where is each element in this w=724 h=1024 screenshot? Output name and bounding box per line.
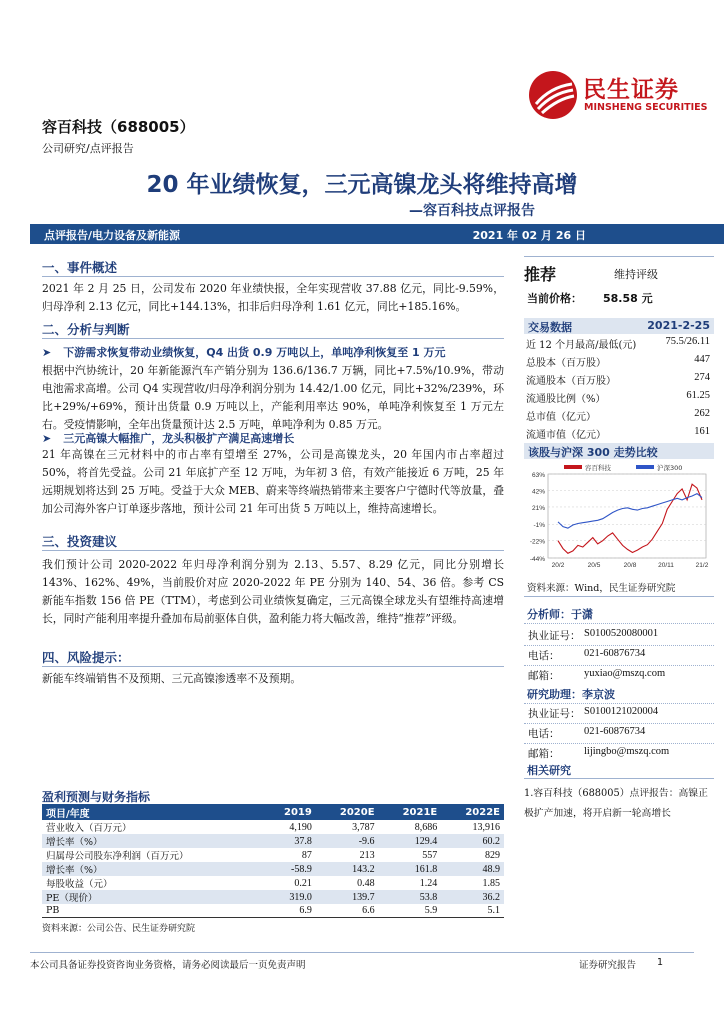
contact-row <box>524 724 714 743</box>
y-tick-label: 21% <box>531 504 545 512</box>
table-row <box>42 862 504 876</box>
contact-row <box>524 626 714 645</box>
bullet-nickel <box>42 430 504 446</box>
price-label: 当前价格： <box>527 292 582 305</box>
trade-row <box>524 406 714 423</box>
table-cell: 3,787 <box>352 821 375 833</box>
trade-row <box>524 334 714 351</box>
trade-key: 流通股本（百万股） <box>526 376 616 387</box>
trade-key: 总股本（百万股） <box>526 358 606 369</box>
rating-note: 维持评级 <box>614 268 658 281</box>
table-header: 2022E <box>441 805 504 820</box>
chart-title: 该股与沪深 300 走势比较 <box>528 446 658 459</box>
contact-key: 执业证号： <box>528 708 581 720</box>
trade-value: 274 <box>694 372 710 383</box>
table-cell: 13,916 <box>472 821 500 833</box>
bullet-demand-text: 根据中汽协统计，20 年新能源汽车产销分别为 136.6/136.7 万辆，同比+7.5%/10.9%，带动电池需求高增。公司 Q4 实现营收/归母净利润分别为 14.42/1.00 亿元，同比+32%/239%，环比+29%/+69%，预计出货量 0.9 万吨以上，产能利用率达 90%，单吨净利恢复至 1 万元左右。受疫情影响，全年出货量预计达 2.5 万吨，单吨净利为 0.85 万元。 <box>42 364 504 431</box>
divider <box>524 596 714 597</box>
section-analysis-title: 二、分析与判断 <box>42 322 130 337</box>
table-row <box>42 848 504 862</box>
table-cell: 129.4 <box>379 834 442 848</box>
section-event-title: 一、事件概述 <box>42 260 118 275</box>
table-cell: 143.2 <box>316 862 379 876</box>
table-cell: 139.7 <box>316 890 379 904</box>
table-row <box>42 820 504 834</box>
trade-value: 61.25 <box>686 390 710 401</box>
contact-key: 电话： <box>528 650 560 662</box>
contact-row <box>524 704 714 723</box>
trade-value: 447 <box>694 354 710 365</box>
table-cell: 48.9 <box>441 862 504 876</box>
table-cell: 4,190 <box>289 821 312 833</box>
brand-name-en: MINSHENG SECURITIES <box>584 102 708 113</box>
contact-row[interactable] <box>524 666 714 685</box>
table-cell: 161.8 <box>379 862 442 876</box>
trade-key: 流通股比例（%） <box>526 394 606 405</box>
table-cell: 1.24 <box>419 877 438 889</box>
table-cell: -58.9 <box>263 862 316 876</box>
section-invest-text: 我们预计公司 2020-2022 年归母净利润分别为 2.13、5.57、8.29 亿元，同比分别增长 143%、162%、49%，当前股价对应 2020-2022 年 PE 分别为 140、54、36 倍。参考 CS 新能车指数 156 倍 PE（TTM），考虑到公司业绩恢复确定，三元高镍全球龙头有望维持高速增长，同时产能利用率提升叠加布局前驱体自供，盈利能力将大幅改善，维持“推荐”评级。 <box>42 558 504 625</box>
table-cell: 0.21 <box>294 877 312 889</box>
assistant-heading <box>527 686 615 702</box>
trade-key: 总市值（亿元） <box>526 412 596 423</box>
table-cell: 213 <box>359 849 375 861</box>
arrow-icon: ➤ <box>42 346 52 359</box>
trade-value: 262 <box>694 408 710 419</box>
table-cell: 6.6 <box>316 904 379 918</box>
table-cell: 归属母公司股东净利润（百万元） <box>46 851 189 862</box>
contact-key: 电话： <box>528 728 560 740</box>
bullet-nickel-text: 21 年高镍在三元材料中的市占率有望增至 27%，公司是高镍龙头，20 年国内市占率超过 50%，将首先受益。公司 21 年底扩产至 12 万吨，为年初 3 倍，有效产能接近 6 万吨，25 年远期规划将达到 25 万吨。受益于大众 MEB、蔚来等终端热销带来主要客户宁德时代等放量，叠加公司海外客户订单逐步落地，预计公司 21 年可出货 5 万吨以上，维持高速增长。 <box>42 448 504 515</box>
divider <box>524 623 714 624</box>
table-header: 项目/年度 <box>42 805 263 820</box>
trade-value: 161 <box>694 426 710 437</box>
x-tick-label: 21/2 <box>695 562 709 569</box>
chart-header <box>524 443 714 459</box>
table-cell: 37.8 <box>263 834 316 848</box>
table-cell: 5.1 <box>441 904 504 918</box>
page-number: 1 <box>657 957 664 968</box>
brand-name-cn: 民生证券 <box>583 77 679 103</box>
footer-disclaimer: 本公司具备证券投资咨询业务资格，请务必阅读最后一页免责声明 <box>30 960 306 971</box>
table-cell: 557 <box>422 849 438 861</box>
table-row <box>42 876 504 890</box>
contact-value: 021-60876734 <box>584 726 646 737</box>
minsheng-logo-icon <box>528 70 578 120</box>
divider <box>42 338 504 339</box>
table-cell: 53.8 <box>379 890 442 904</box>
band-date: 2021 年 02 月 26 日 <box>472 229 586 242</box>
table-header-row <box>42 805 504 820</box>
table-cell: 87 <box>301 849 312 861</box>
table-cell: 6.9 <box>263 904 316 918</box>
x-tick-label: 20/11 <box>658 562 674 569</box>
report-subtitle: —容百科技点评报告 <box>409 203 535 219</box>
chart-source: 资料来源：Wind，民生证券研究院 <box>527 583 676 594</box>
table-source: 资料来源：公司公告、民生证券研究院 <box>42 924 196 934</box>
divider <box>42 550 504 551</box>
forecast-table <box>42 805 504 918</box>
divider <box>42 666 504 667</box>
trade-data-date: 2021-2-25 <box>647 319 710 332</box>
table-cell: 60.2 <box>441 834 504 848</box>
table-cell: 0.48 <box>357 877 375 889</box>
assistant-name: 李京波 <box>582 688 615 701</box>
contact-row <box>524 646 714 665</box>
y-tick-label: 63% <box>531 472 545 479</box>
y-tick-label: -1% <box>533 522 545 530</box>
analyst-heading <box>527 606 593 622</box>
bullet-demand-title: 下游需求恢复带动业绩恢复，Q4 出货 0.9 万吨以上，单吨净利恢复至 1 万元 <box>63 346 446 359</box>
divider <box>42 276 504 277</box>
trade-row <box>524 388 714 405</box>
legend-label: 沪深300 <box>657 464 683 472</box>
stock-vs-hs300-chart <box>524 462 714 578</box>
footer-label: 证券研究报告 <box>579 960 637 971</box>
contact-value: S0100121020004 <box>584 706 659 717</box>
footer-divider <box>30 952 694 953</box>
section-invest-title: 三、投资建议 <box>42 534 118 549</box>
table-cell: 增长率（%） <box>42 862 263 876</box>
trade-key: 近 12 个月最高/最低(元) <box>526 340 637 351</box>
related-title: 相关研究 <box>527 764 571 777</box>
band-category: 点评报告/电力设备及新能源 <box>44 229 181 242</box>
series-line-stock <box>558 484 702 553</box>
analyst-name: 于潇 <box>571 608 593 621</box>
trade-data-header <box>524 318 714 334</box>
forecast-title: 盈利预测与财务指标 <box>42 790 151 804</box>
rating-recommend: 推荐 <box>524 265 557 284</box>
table-cell: 营业收入（百万元） <box>46 823 132 834</box>
series-line-hs300 <box>558 494 702 529</box>
table-cell: -9.6 <box>316 834 379 848</box>
x-tick-label: 20/5 <box>587 562 601 569</box>
trade-row <box>524 370 714 387</box>
table-cell: 增长率（%） <box>42 834 263 848</box>
trade-data-title: 交易数据 <box>528 321 572 334</box>
divider <box>524 778 714 779</box>
contact-value: 021-60876734 <box>584 648 646 659</box>
contact-key: 执业证号： <box>528 630 581 642</box>
trade-row <box>524 424 714 441</box>
contact-row[interactable] <box>524 744 714 763</box>
trade-value: 75.5/26.11 <box>665 336 710 347</box>
table-header: 2021E <box>379 805 442 820</box>
legend-swatch <box>564 465 582 469</box>
company-name: 容百科技（688005） <box>42 118 195 136</box>
table-cell: 319.0 <box>263 890 316 904</box>
table-row <box>42 890 504 904</box>
section-event-text: 2021 年 2 月 25 日，公司发布 2020 年业绩快报，全年实现营收 37.88 亿元，同比-9.59%，归母净利 2.13 亿元，同比+144.13%，扣非后归母净利 1.61 亿元，同比+185.16%。 <box>42 282 504 313</box>
assistant-email-link[interactable]: lijingbo@mszq.com <box>584 746 670 757</box>
contact-key: 邮箱： <box>528 748 560 760</box>
y-tick-label: -22% <box>529 538 545 546</box>
table-cell: PE（现价） <box>42 890 263 904</box>
section-risk-text: 新能车终端销售不及预期、三元高镍渗透率不及预期。 <box>42 672 302 685</box>
table-cell: 每股收益（元） <box>46 879 113 890</box>
contact-value: S0100520080001 <box>584 628 659 639</box>
x-tick-label: 20/8 <box>623 562 637 569</box>
analyst-title: 分析师： <box>527 608 571 621</box>
table-row <box>42 904 504 918</box>
table-cell: 8,686 <box>414 821 438 833</box>
table-header: 2019 <box>263 805 316 820</box>
y-tick-label: -44% <box>529 556 545 563</box>
table-cell: 5.9 <box>379 904 442 918</box>
table-cell: 829 <box>485 849 500 861</box>
section-risk-title: 四、风险提示： <box>42 650 130 665</box>
related-report-link[interactable]: 1.容百科技（688005）点评报告：高镍正极扩产加速，将开启新一轮高增长 <box>524 788 708 819</box>
price-value: 58.58 元 <box>603 292 653 305</box>
bullet-nickel-title: 三元高镍大幅推广，龙头积极扩产满足高速增长 <box>63 432 295 445</box>
bullet-demand <box>42 344 504 360</box>
trade-row <box>524 352 714 369</box>
table-header: 2020E <box>316 805 379 820</box>
legend-swatch <box>636 465 654 469</box>
category-band <box>30 224 724 244</box>
y-tick-label: 42% <box>531 488 545 496</box>
table-cell: 1.85 <box>482 877 500 889</box>
table-cell: 36.2 <box>441 890 504 904</box>
legend-label: 容百科技 <box>585 464 611 472</box>
report-title: 20 年业绩恢复，三元高镍龙头将维持高增 <box>146 172 578 198</box>
x-tick-label: 20/2 <box>551 562 565 569</box>
contact-key: 邮箱： <box>528 670 560 682</box>
trade-key: 流通市值（亿元） <box>526 430 606 441</box>
chart-frame <box>548 474 706 558</box>
report-type: 公司研究/点评报告 <box>42 142 134 155</box>
table-cell: PB <box>42 904 263 918</box>
divider <box>524 256 714 257</box>
assistant-title: 研究助理： <box>527 688 582 701</box>
arrow-icon: ➤ <box>42 432 52 445</box>
table-row <box>42 834 504 848</box>
analyst-email-link[interactable]: yuxiao@mszq.com <box>584 668 666 679</box>
